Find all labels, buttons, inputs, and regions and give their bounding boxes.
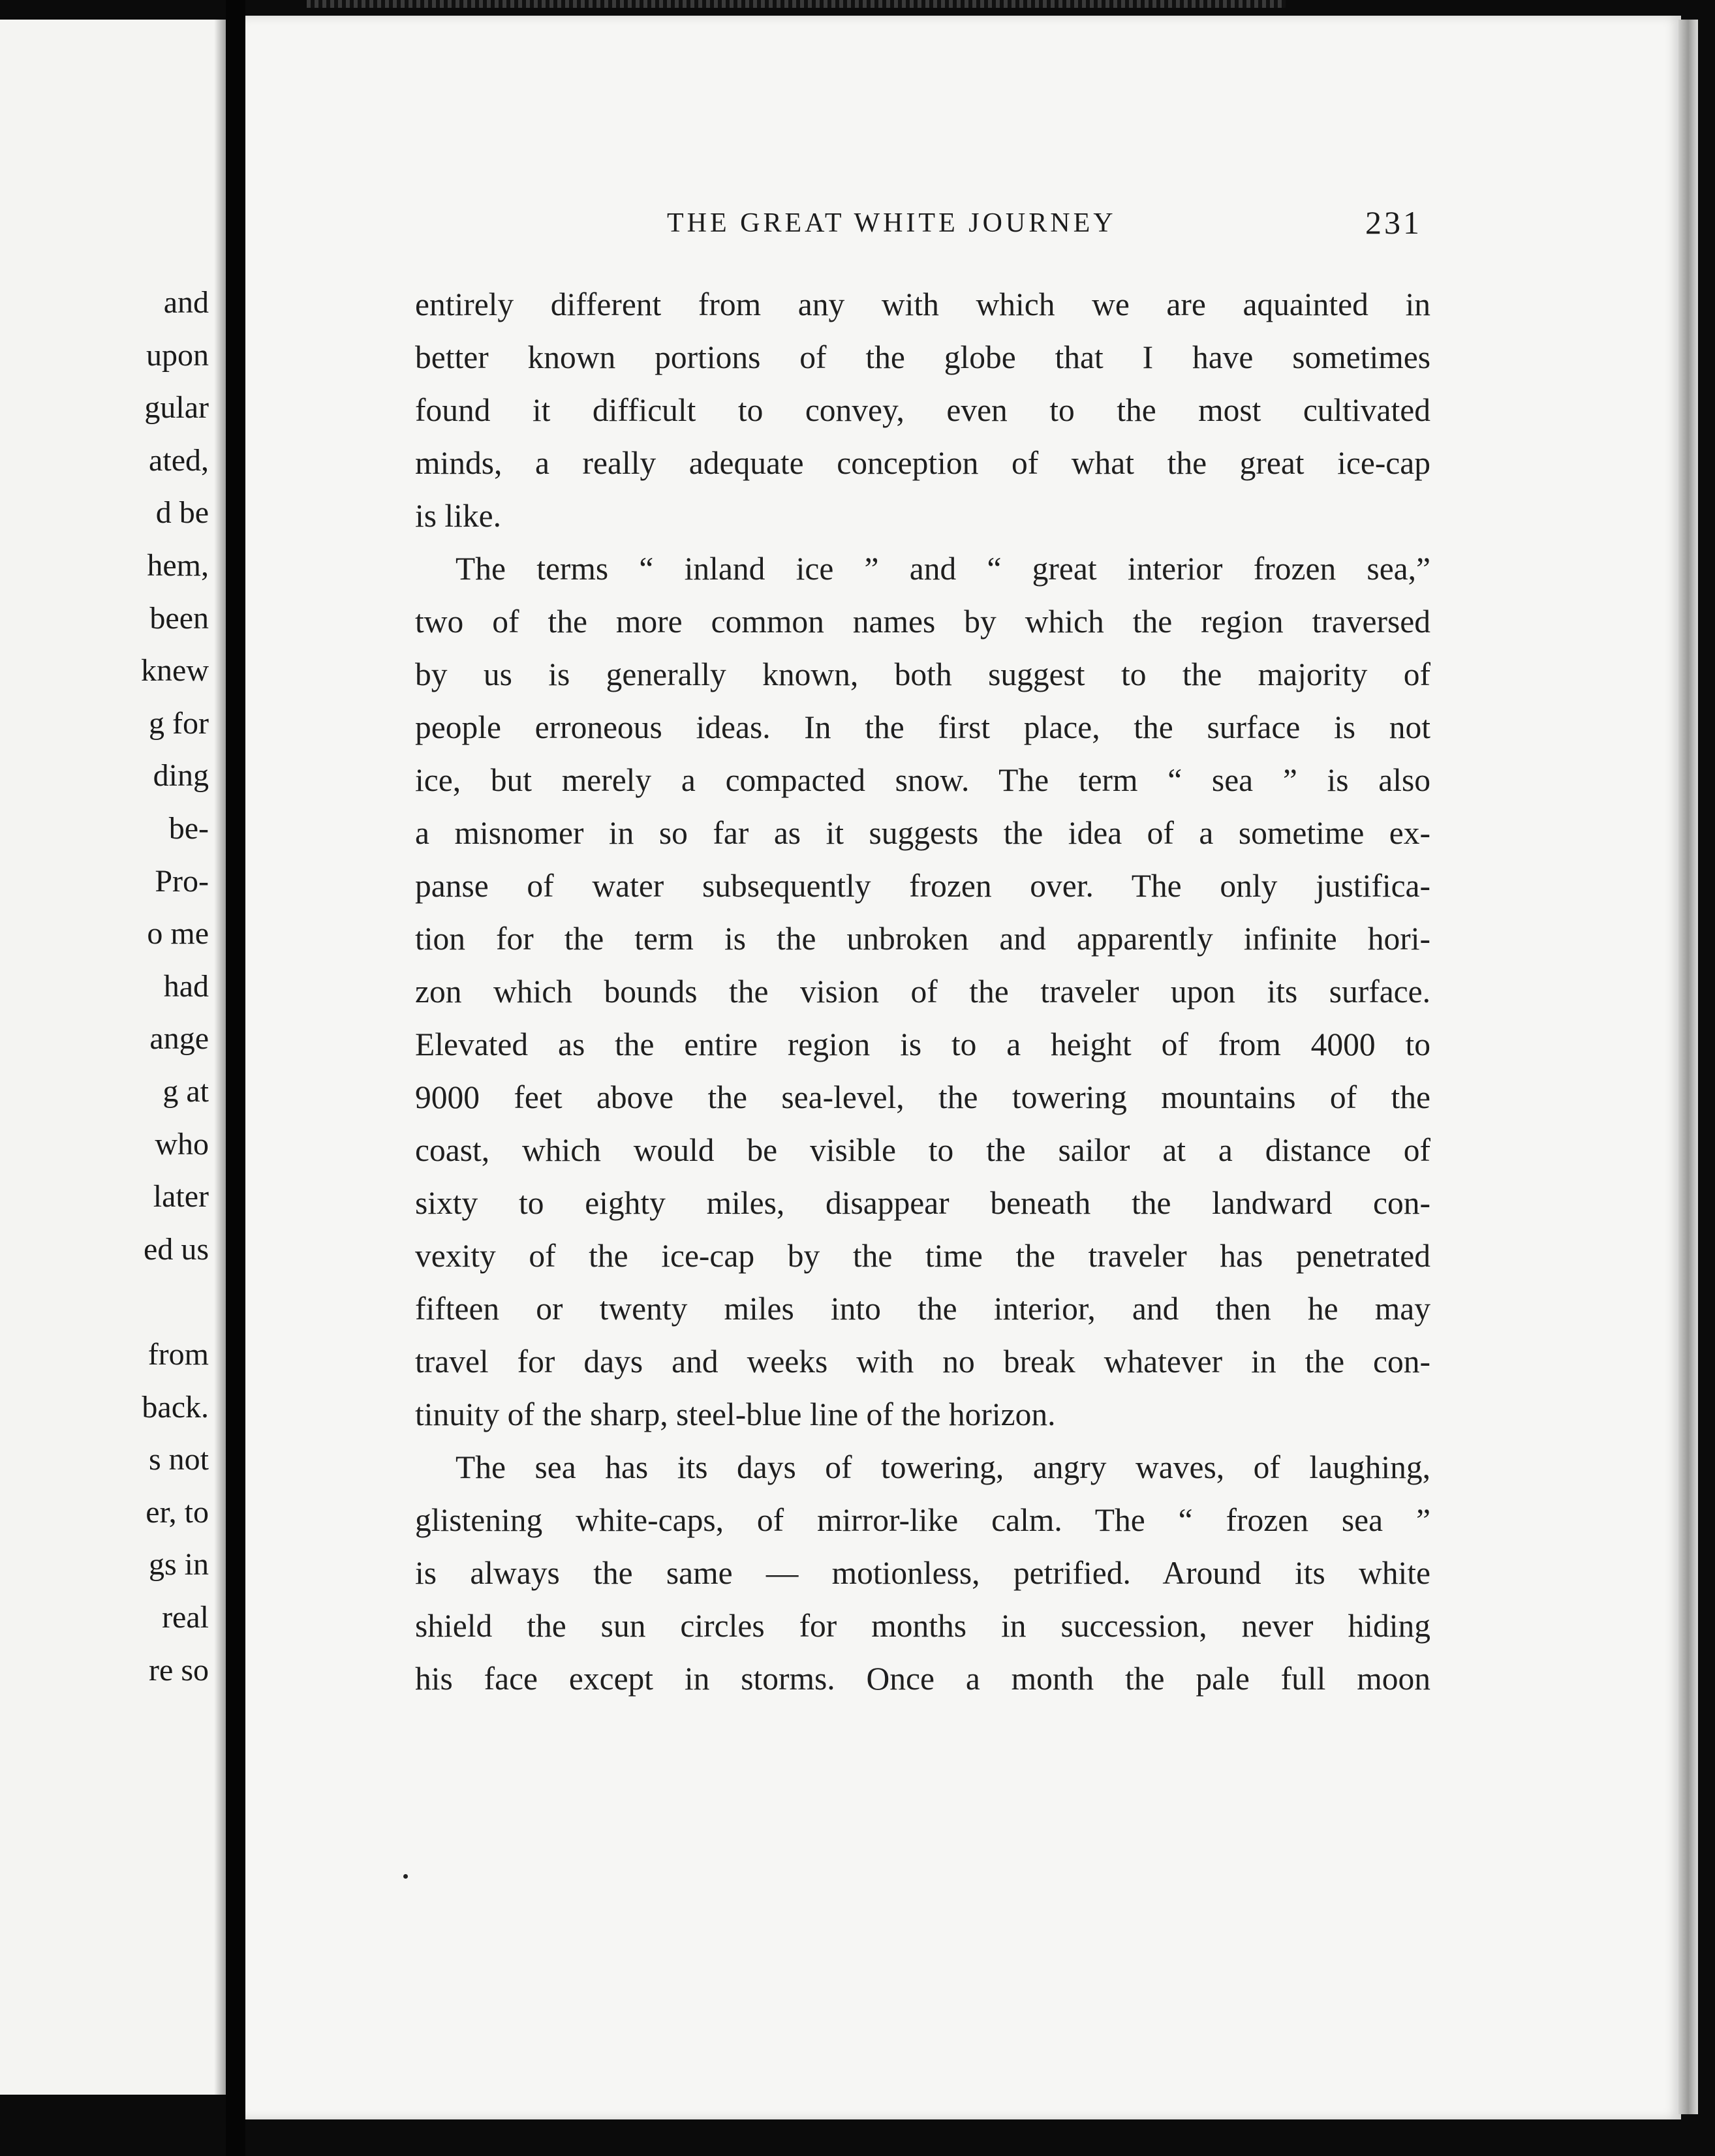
running-head: THE GREAT WHITE JOURNEY — [667, 208, 1117, 238]
left-line-fragment: be- — [168, 811, 209, 846]
left-line-fragment: had — [163, 968, 209, 1004]
left-line-fragment: hem, — [147, 548, 209, 583]
text-line: people erroneous ideas. In the first place, the surface is not — [415, 709, 1430, 745]
left-line-fragment: gular — [144, 390, 209, 425]
left-line-fragment: who — [155, 1126, 209, 1162]
text-line: travel for days and weeks with no break whatever in the con- — [415, 1344, 1430, 1379]
left-line-fragment: real — [162, 1600, 209, 1635]
text-line: minds, a really adequate conception of what the great ice-cap — [415, 445, 1430, 481]
left-line-fragment: Pro- — [155, 863, 209, 899]
left-line-fragment: o me — [147, 916, 209, 951]
spine-shadow — [214, 20, 226, 2095]
left-line-fragment: upon — [146, 337, 209, 373]
scan-top-edge — [307, 0, 1286, 8]
text-line: two of the more common names by which the region traversed — [415, 604, 1430, 639]
text-line: found it difficult to convey, even to the most cultivated — [415, 392, 1430, 428]
text-line: coast, which would be visible to the sailor at a distance of — [415, 1132, 1430, 1168]
text-line: tion for the term is the unbroken and apparently infinite hori- — [415, 921, 1430, 957]
text-line: zon which bounds the vision of the traveler upon its surface. — [415, 974, 1430, 1009]
paragraph — [415, 278, 1430, 542]
text-line: tinuity of the sharp, steel-blue line of the horizon. — [415, 1396, 1056, 1432]
text-line: sixty to eighty miles, disappear beneath the landward con- — [415, 1185, 1430, 1221]
left-line-fragment: re so — [149, 1652, 209, 1687]
text-line: 9000 feet above the sea-level, the towering mountains of the — [415, 1079, 1430, 1115]
text-line: ice, but merely a compacted snow. The term “ sea ” is also — [415, 762, 1430, 798]
left-line-fragment: and — [163, 285, 209, 320]
text-line: fifteen or twenty miles into the interior, and then he may — [415, 1291, 1430, 1327]
left-line-fragment: g for — [149, 705, 209, 741]
book-gutter — [226, 0, 245, 2156]
left-line-fragment: later — [153, 1179, 209, 1214]
page-edge — [1678, 20, 1698, 2114]
left-line-fragment: ange — [149, 1021, 209, 1056]
text-line: panse of water subsequently frozen over. The only justifica- — [415, 868, 1430, 904]
body-text — [415, 278, 1430, 1705]
text-line: is like. — [415, 498, 501, 534]
text-line: Elevated as the entire region is to a height of from 4000 to — [415, 1026, 1430, 1062]
left-line-fragment: been — [149, 600, 209, 636]
left-page-fragment — [0, 20, 226, 2095]
paragraph — [415, 542, 1430, 1441]
left-line-fragment: ated, — [149, 442, 209, 478]
left-line-fragment: gs in — [148, 1547, 209, 1582]
text-line: entirely different from any with which we are aquainted in — [415, 286, 1430, 322]
text-line: better known portions of the globe that I have sometimes — [415, 339, 1430, 375]
text-line: The terms “ inland ice ” and “ great interior frozen sea,” — [456, 551, 1430, 587]
text-line: glistening white-caps, of mirror-like calm. The “ frozen sea ” — [415, 1502, 1430, 1538]
left-line-fragment: er, to — [146, 1494, 209, 1530]
left-line-fragment: s not — [148, 1442, 209, 1477]
text-line: is always the same — motionless, petrified. Around its white — [415, 1555, 1430, 1591]
text-line: his face except in storms. Once a month the pale full moon — [415, 1661, 1430, 1697]
text-line: vexity of the ice-cap by the time the traveler has penetrated — [415, 1238, 1430, 1274]
ink-speck — [403, 1874, 408, 1879]
left-line-fragment: ding — [153, 758, 209, 793]
left-line-fragment: d be — [155, 495, 209, 531]
text-line: a misnomer in so far as it suggests the idea of a sometime ex- — [415, 815, 1430, 851]
left-line-fragment: from — [147, 1337, 209, 1372]
left-line-fragment: knew — [141, 653, 209, 688]
text-line: shield the sun circles for months in succession, never hiding — [415, 1608, 1430, 1644]
page-number: 231 — [1365, 204, 1422, 241]
text-line: by us is generally known, both suggest to the majority of — [415, 656, 1430, 692]
left-line-fragment: g at — [162, 1074, 209, 1109]
paragraph — [415, 1441, 1430, 1705]
text-line: The sea has its days of towering, angry waves, of laughing, — [456, 1449, 1430, 1485]
left-line-fragment: back. — [142, 1389, 209, 1424]
left-line-fragment: ed us — [144, 1231, 209, 1267]
